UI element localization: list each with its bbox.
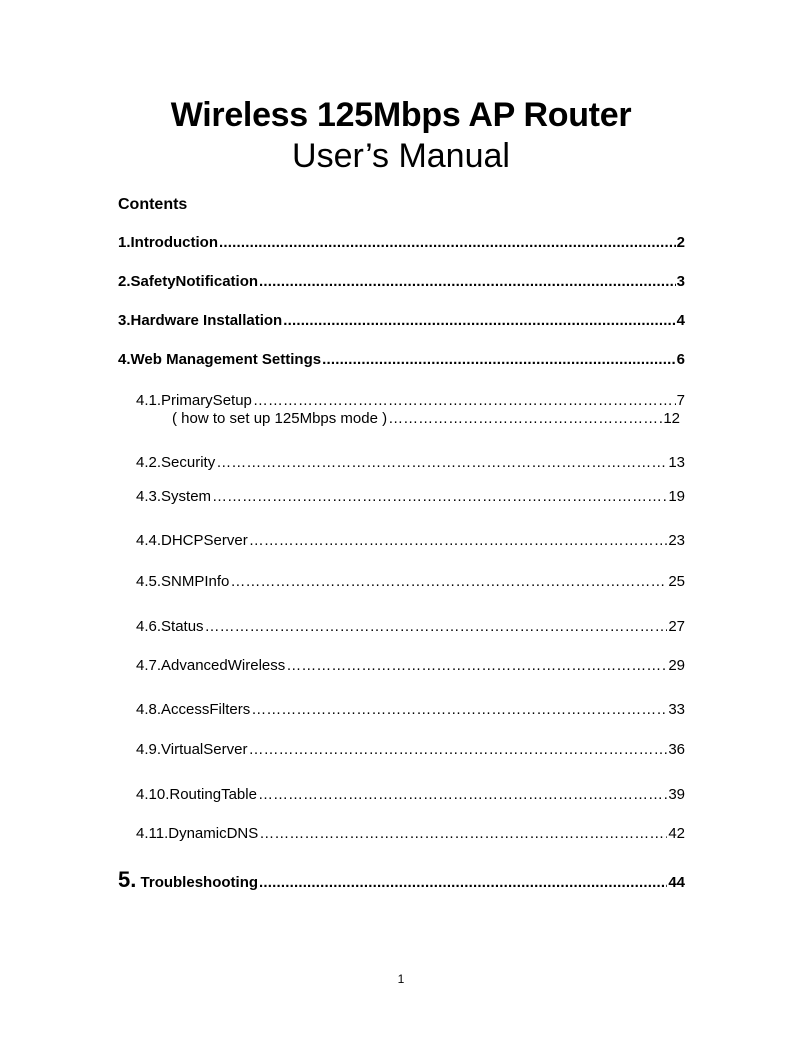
toc-page: 4 (676, 312, 685, 329)
dot-leader (286, 657, 667, 674)
toc-label: 4.3.System (136, 488, 212, 505)
toc-page: 39 (668, 786, 685, 803)
toc-label: 4.8.AccessFilters (136, 701, 251, 718)
toc-entry[interactable] (118, 273, 685, 290)
toc-label: 4.4.DHCPServer (136, 532, 248, 549)
toc-entry[interactable] (118, 234, 685, 251)
page-number: 1 (397, 972, 405, 986)
dot-leader (253, 392, 676, 409)
toc-label: 4.11.DynamicDNS (136, 825, 259, 842)
toc-label: 4.2.Security (136, 454, 216, 471)
toc-label: 2.SafetyNotification (118, 273, 259, 290)
dot-leader (283, 312, 675, 329)
toc-page: 6 (676, 351, 685, 368)
toc-entry[interactable] (118, 312, 685, 329)
toc-page: 33 (668, 701, 685, 718)
dot-leader (259, 273, 676, 290)
toc-label: 4.5.SNMPInfo (136, 573, 230, 590)
contents-heading: Contents (118, 196, 188, 213)
toc-label: 4.10.RoutingTable (136, 786, 257, 803)
toc-entry[interactable] (136, 392, 685, 409)
dot-leader (249, 532, 668, 549)
dot-leader (259, 825, 667, 842)
toc-label: 4.9.VirtualServer (136, 741, 248, 758)
document-title: Wireless 125Mbps AP Router (170, 96, 632, 134)
toc-label: 4.7.AdvancedWireless (136, 657, 286, 674)
toc-entry[interactable] (172, 410, 680, 427)
dot-leader (259, 874, 667, 891)
dot-leader (219, 234, 676, 251)
toc-page: 12 (663, 410, 680, 427)
toc-entry[interactable] (136, 618, 685, 635)
toc-entry[interactable] (136, 741, 685, 758)
toc-entry[interactable] (118, 867, 685, 893)
toc-page: 36 (668, 741, 685, 758)
toc-entry[interactable] (136, 701, 685, 718)
toc-label: 4.1.PrimarySetup (136, 392, 252, 409)
dot-leader (230, 573, 667, 590)
toc-page: 42 (668, 825, 685, 842)
toc-page: 27 (668, 618, 685, 635)
toc-label: 4.Web Management Settings (118, 351, 322, 368)
dot-leader (205, 618, 668, 635)
dot-leader (388, 410, 662, 427)
toc-page: 13 (668, 454, 685, 471)
toc-page: 3 (676, 273, 685, 290)
toc-label: 3.Hardware Installation (118, 312, 283, 329)
dot-leader (248, 741, 667, 758)
toc-page: 25 (668, 573, 685, 590)
toc-page: 44 (668, 874, 685, 891)
toc-entry[interactable] (136, 488, 685, 505)
toc-entry[interactable] (136, 454, 685, 471)
toc-entry[interactable] (136, 825, 685, 842)
toc-page: 2 (676, 234, 685, 251)
toc-label: ( how to set up 125Mbps mode ) (172, 410, 388, 427)
dot-leader (216, 454, 667, 471)
toc-entry[interactable] (136, 573, 685, 590)
toc-entry[interactable] (136, 532, 685, 549)
dot-leader (251, 701, 667, 718)
dot-leader (212, 488, 667, 505)
toc-page: 29 (668, 657, 685, 674)
toc-number: 5. (118, 867, 137, 892)
dot-leader (322, 351, 676, 368)
toc-entry[interactable] (136, 657, 685, 674)
toc-page: 23 (668, 532, 685, 549)
toc-label: 4.6.Status (136, 618, 204, 635)
toc-entry[interactable] (118, 351, 685, 368)
toc-entry[interactable] (136, 786, 685, 803)
toc-label: 1.Introduction (118, 234, 218, 251)
dot-leader (258, 786, 667, 803)
toc-page: 19 (668, 488, 685, 505)
toc-page: 7 (676, 392, 685, 409)
document-subtitle: User’s Manual (292, 137, 510, 175)
toc-label: Troubleshooting (136, 874, 259, 891)
